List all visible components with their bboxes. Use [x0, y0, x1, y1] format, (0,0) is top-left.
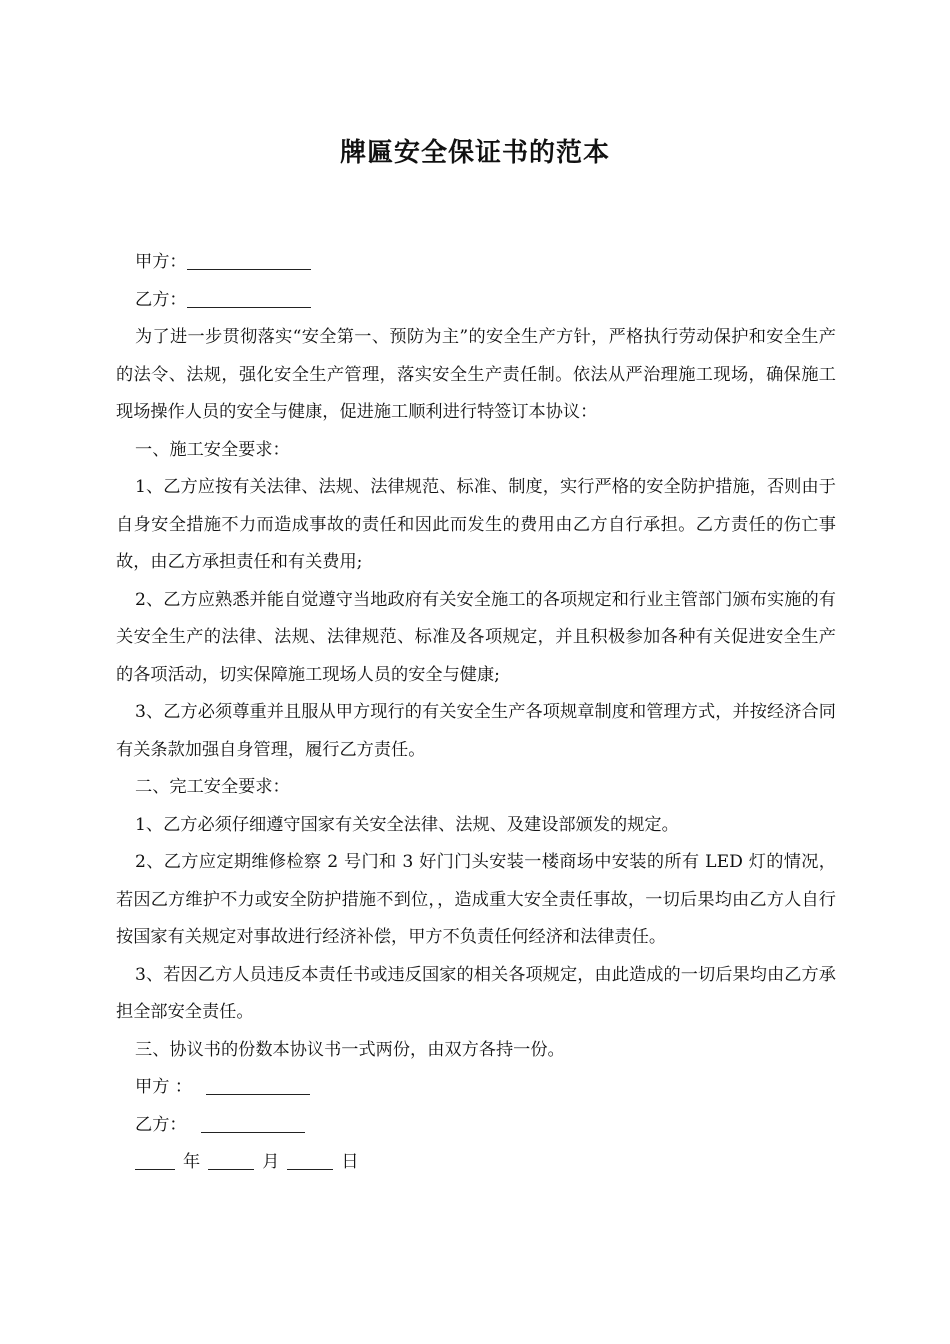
party-a-line — [116, 244, 836, 282]
sign-party-a-label: 甲方 ： — [135, 1077, 193, 1097]
day-blank — [287, 1147, 333, 1170]
section1-item: 2、乙方应熟悉并能自觉遵守当地政府有关安全施工的各项规定和行业主管部门颁布实施的有关安全生产的法律、法规、法律规范、标准及各项规定，并且积极参加各种有关促进安全生产的各项活动，切实保障施工现场人员的安全与健康; — [116, 589, 836, 685]
section2-heading: 二、完工安全要求： — [135, 777, 290, 797]
intro-paragraph: 为了进一步贯彻落实“安全第一、预防为主”的安全生产方针，严格执行劳动保护和安全生产的法令、法规，强化安全生产管理，落实安全生产责任制。依法从严治理施工现场，确保施工现场操作人员的安全与健康，促进施工顺利进行特签订本协议： — [116, 327, 836, 422]
section1-item: 1、乙方应按有关法律、法规、法律规范、标准、制度，实行严格的安全防护措施，否则由于自身安全措施不力而造成事故的责任和因此而发生的费用由乙方自行承担。乙方责任的伤亡事故，由乙方承担责任和有关费用; — [116, 477, 836, 572]
date-line — [116, 1144, 836, 1182]
document-body — [116, 244, 836, 1182]
sign-party-b-line — [116, 1107, 836, 1145]
sign-party-a-blank — [206, 1072, 310, 1095]
year-label: 年 — [183, 1152, 201, 1172]
party-b-blank — [187, 285, 311, 308]
document-title: 牌匾安全保证书的范本 — [339, 138, 610, 168]
sign-party-a-line — [116, 1069, 836, 1107]
section2-item: 3、若因乙方人员违反本责任书或违反国家的相关各项规定，由此造成的一切后果均由乙方承担全部安全责任。 — [116, 964, 836, 1022]
section2-item: 1、乙方必须仔细遵守国家有关安全法律、法规、及建设部颁发的规定。 — [135, 814, 679, 835]
month-blank — [208, 1147, 254, 1170]
section2-item: 2、乙方应定期维修检察 2 号门和 3 好门门头安装一楼商场中安装的所有 LED 灯的情况，若因乙方维护不力或安全防护措施不到位，，造成重大安全责任事故，一切后果均由乙方人自行按国家有关规定对事故进行经济补偿，甲方不负责任何经济和法律责任。 — [116, 852, 836, 947]
day-label: 日 — [341, 1152, 359, 1172]
section1-heading: 一、施工安全要求： — [135, 439, 290, 460]
party-a-label: 甲方： — [135, 252, 187, 272]
year-blank — [135, 1147, 175, 1170]
section3-paragraph: 三、协议书的份数本协议书一式两份，由双方各持一份。 — [135, 1039, 565, 1060]
sign-party-b-blank — [201, 1110, 305, 1133]
sign-party-b-label: 乙方： — [135, 1114, 187, 1135]
month-label: 月 — [262, 1152, 280, 1172]
section1-item: 3、乙方必须尊重并且服从甲方现行的有关安全生产各项规章制度和管理方式，并按经济合同有关条款加强自身管理，履行乙方责任。 — [116, 702, 836, 760]
party-b-label: 乙方： — [135, 289, 187, 310]
party-b-line — [116, 282, 836, 320]
party-a-blank — [187, 247, 311, 270]
